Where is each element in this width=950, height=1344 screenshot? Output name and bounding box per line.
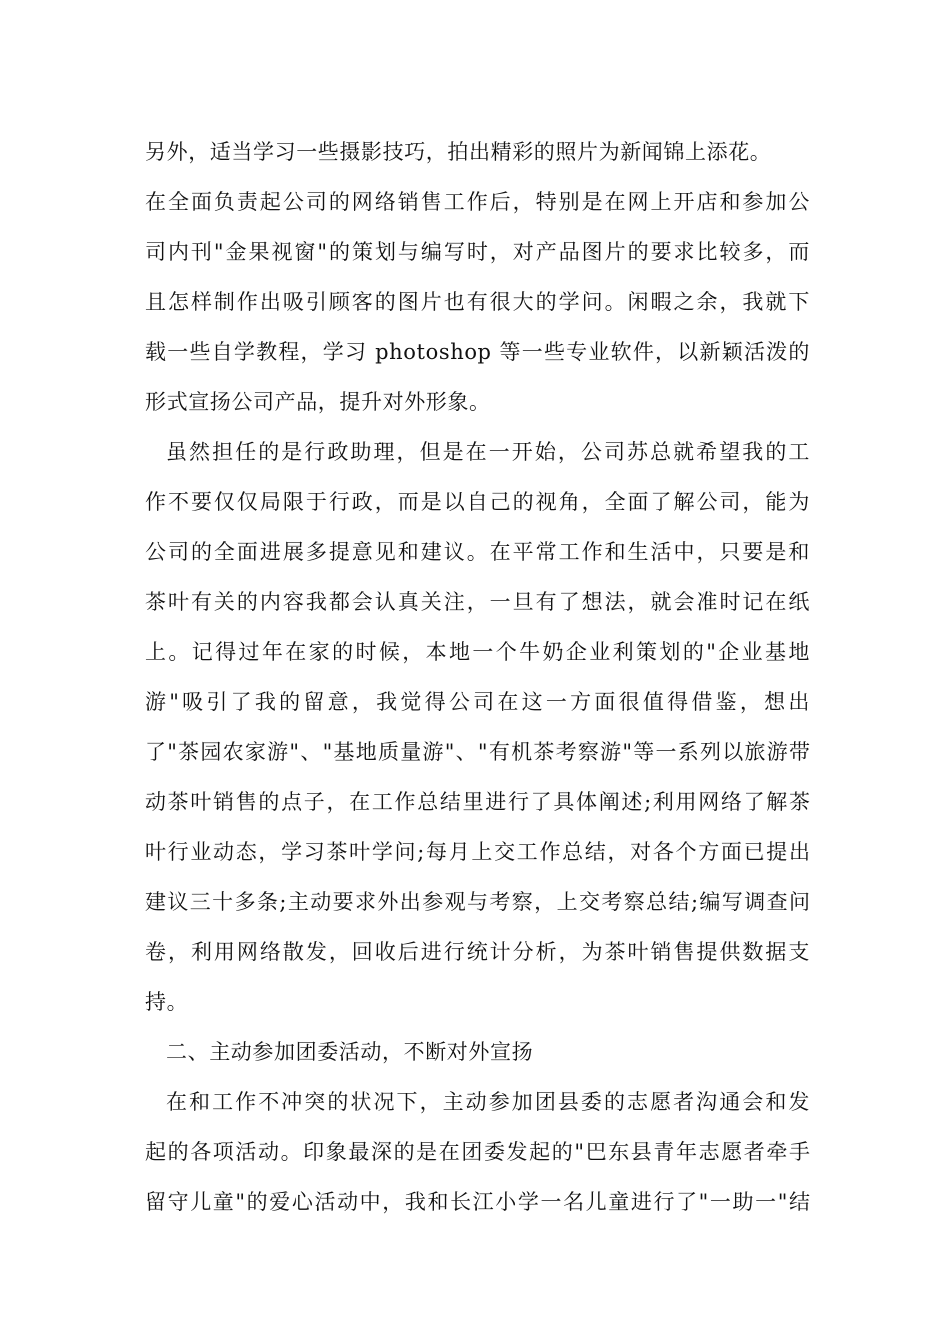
text-line: 且怎样制作出吸引顾客的图片也有很大的学问。闲暇之余，我就下 bbox=[145, 290, 810, 314]
text-line: 叶行业动态，学习茶叶学问;每月上交工作总结，对各个方面已提出 bbox=[145, 840, 810, 864]
text-line: 持。 bbox=[145, 990, 189, 1014]
text-line: 在全面负责起公司的网络销售工作后，特别是在网上开店和参加公 bbox=[145, 190, 810, 214]
text-line: 另外，适当学习一些摄影技巧，拍出精彩的照片为新闻锦上添花。 bbox=[145, 140, 772, 164]
text-line: 作不要仅仅局限于行政，而是以自己的视角，全面了解公司，能为 bbox=[145, 490, 810, 514]
text-line: 动茶叶销售的点子，在工作总结里进行了具体阐述;利用网络了解茶 bbox=[145, 790, 810, 814]
text-line: 起的各项活动。印象最深的是在团委发起的"巴东县青年志愿者牵手 bbox=[145, 1140, 810, 1164]
text-line: 虽然担任的是行政助理，但是在一开始，公司苏总就希望我的工 bbox=[166, 440, 810, 464]
text-line: 卷，利用网络散发，回收后进行统计分析，为茶叶销售提供数据支 bbox=[145, 940, 810, 964]
text-line: 公司的全面进展多提意见和建议。在平常工作和生活中，只要是和 bbox=[145, 540, 810, 564]
text-line: 茶叶有关的内容我都会认真关注，一旦有了想法，就会准时记在纸 bbox=[145, 590, 810, 614]
text-line: 上。记得过年在家的时候，本地一个牛奶企业利策划的"企业基地 bbox=[145, 640, 810, 664]
text-line: 了"茶园农家游"、"基地质量游"、"有机茶考察游"等一系列以旅游带 bbox=[145, 740, 810, 764]
section-heading: 二、主动参加团委活动，不断对外宣扬 bbox=[166, 1040, 534, 1064]
text-line: 在和工作不冲突的状况下，主动参加团县委的志愿者沟通会和发 bbox=[166, 1090, 810, 1114]
text-line: 形式宣扬公司产品，提升对外形象。 bbox=[145, 390, 491, 414]
text-line: 建议三十多条;主动要求外出参观与考察，上交考察总结;编写调查问 bbox=[145, 890, 810, 914]
text-line: 游"吸引了我的留意，我觉得公司在这一方面很值得借鉴，想出 bbox=[145, 690, 810, 714]
text-line: 留守儿童"的爱心活动中，我和长江小学一名儿童进行了"一助一"结 bbox=[145, 1190, 810, 1214]
text-line: 司内刊"金果视窗"的策划与编写时，对产品图片的要求比较多，而 bbox=[145, 240, 810, 264]
text-line: 载一些自学教程，学习 photoshop 等一些专业软件，以新颖活泼的 bbox=[145, 340, 810, 364]
